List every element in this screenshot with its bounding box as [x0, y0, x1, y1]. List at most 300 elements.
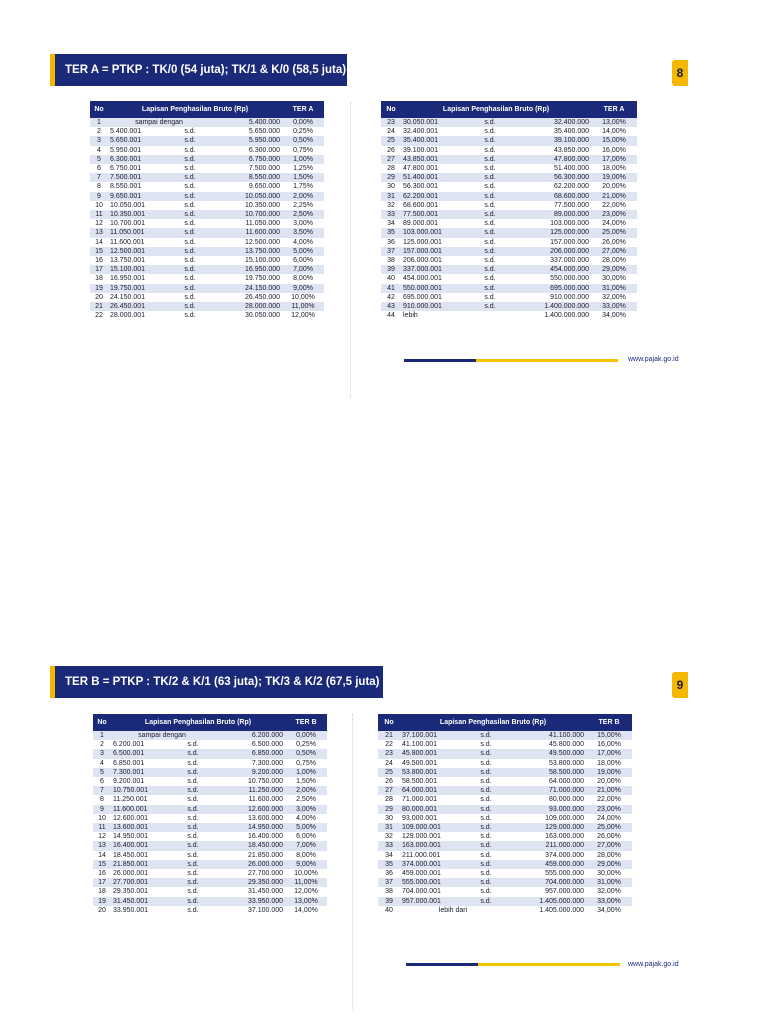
range-separator: s.d. — [466, 814, 506, 823]
range-from: 15.100.001 — [108, 265, 170, 274]
range-separator: s.d. — [170, 164, 210, 173]
range-separator: s.d. — [173, 869, 213, 878]
range-to: 211.000.000 — [506, 841, 586, 850]
row-number: 16 — [90, 256, 108, 265]
range-separator: s.d. — [469, 127, 511, 136]
tax-rate: 1,25% — [282, 164, 324, 173]
row-number: 38 — [378, 887, 400, 896]
slide-ter-a — [0, 40, 768, 410]
tax-rate: 10,00% — [285, 869, 327, 878]
range-from: 206.000.001 — [401, 256, 469, 265]
tax-rate: 21,00% — [586, 786, 632, 795]
table-row — [381, 210, 637, 219]
range-from: 13.600.001 — [111, 823, 173, 832]
tax-rate: 11,00% — [285, 878, 327, 887]
tax-rate: 28,00% — [591, 256, 637, 265]
range-to: 39.100.000 — [511, 136, 591, 145]
table-header-row — [381, 101, 637, 118]
row-number: 14 — [90, 238, 108, 247]
row-number: 22 — [90, 311, 108, 320]
row-number: 28 — [378, 795, 400, 804]
tax-rate: 3,50% — [282, 228, 324, 237]
row-number: 19 — [90, 284, 108, 293]
range-to: 26.000.000 — [213, 860, 285, 869]
range-to: 7.300.000 — [213, 759, 285, 768]
table-row — [381, 173, 637, 182]
range-to: 93.000.000 — [506, 805, 586, 814]
range-to: 5.650.000 — [210, 127, 282, 136]
range-to: 11.600.000 — [213, 795, 285, 804]
range-separator: s.d. — [469, 146, 511, 155]
header-no: No — [93, 714, 111, 731]
range-from: 125.000.001 — [401, 238, 469, 247]
range-from: 31.450.001 — [111, 897, 173, 906]
range-to: 68.600.000 — [511, 192, 591, 201]
range-separator — [469, 311, 511, 320]
table-row — [90, 311, 324, 320]
range-from: 157.000.001 — [401, 247, 469, 256]
tax-rate: 0,50% — [285, 749, 327, 758]
table-row — [378, 832, 632, 841]
table-row — [90, 146, 324, 155]
tax-rate: 16,00% — [586, 740, 632, 749]
range-from: 10.750.001 — [111, 786, 173, 795]
range-to: 32.400.000 — [511, 118, 591, 127]
tax-rate: 24,00% — [591, 219, 637, 228]
range-separator: s.d. — [173, 768, 213, 777]
table-row — [378, 841, 632, 850]
tax-rate: 8,00% — [285, 851, 327, 860]
range-from: 6.200.001 — [111, 740, 173, 749]
range-to: 19.750.000 — [210, 274, 282, 283]
range-to: 11.600.000 — [210, 228, 282, 237]
tax-rate: 0,25% — [285, 740, 327, 749]
range-to: 10.750.000 — [213, 777, 285, 786]
range-from: 51.400.001 — [401, 173, 469, 182]
table-row — [378, 869, 632, 878]
range-text: sampai dengan — [108, 118, 210, 127]
range-from: 5.950.001 — [108, 146, 170, 155]
row-number: 11 — [93, 823, 111, 832]
range-separator: s.d. — [469, 302, 511, 311]
range-from: 12.600.001 — [111, 814, 173, 823]
tax-rate: 1,00% — [285, 768, 327, 777]
range-from: 45.800.001 — [400, 749, 466, 758]
tax-rate: 26,00% — [591, 238, 637, 247]
range-separator: s.d. — [170, 182, 210, 191]
range-separator: s.d. — [170, 228, 210, 237]
range-to: 1.405.000.000 — [506, 906, 586, 915]
range-from: 19.750.001 — [108, 284, 170, 293]
tax-rate: 3,00% — [285, 805, 327, 814]
table-row — [381, 247, 637, 256]
range-from: 454.000.001 — [401, 274, 469, 283]
tax-rate: 6,00% — [282, 256, 324, 265]
range-text: lebih dari — [400, 906, 506, 915]
row-number: 29 — [378, 805, 400, 814]
range-separator: s.d. — [170, 238, 210, 247]
row-number: 24 — [381, 127, 401, 136]
table-row — [93, 878, 327, 887]
range-separator: s.d. — [173, 887, 213, 896]
range-separator: s.d. — [170, 293, 210, 302]
table-row — [90, 127, 324, 136]
tax-rate: 0,50% — [282, 136, 324, 145]
range-from: 26.000.001 — [111, 869, 173, 878]
table-row — [93, 759, 327, 768]
table-row — [378, 823, 632, 832]
range-separator: s.d. — [170, 127, 210, 136]
range-separator: s.d. — [173, 851, 213, 860]
row-number: 28 — [381, 164, 401, 173]
row-number: 42 — [381, 293, 401, 302]
range-from: 7.300.001 — [111, 768, 173, 777]
range-separator: s.d. — [469, 192, 511, 201]
table-row — [381, 256, 637, 265]
range-from: 9.650.001 — [108, 192, 170, 201]
row-number: 20 — [93, 906, 111, 915]
range-from: 11.050.001 — [108, 228, 170, 237]
table-row — [381, 311, 637, 320]
row-number: 27 — [381, 155, 401, 164]
range-from: 129.000.001 — [400, 832, 466, 841]
range-from: 16.400.001 — [111, 841, 173, 850]
range-from: 555.000.001 — [400, 878, 466, 887]
range-separator: s.d. — [173, 814, 213, 823]
tax-rate: 1,75% — [282, 182, 324, 191]
row-number: 31 — [378, 823, 400, 832]
range-to: 58.500.000 — [506, 768, 586, 777]
tax-rate: 2,00% — [282, 192, 324, 201]
ter-b-table-right — [378, 714, 632, 915]
row-number: 18 — [90, 274, 108, 283]
table-row — [381, 219, 637, 228]
table-row — [381, 238, 637, 247]
range-separator: s.d. — [170, 136, 210, 145]
tax-rate: 33,00% — [591, 302, 637, 311]
tax-rate: 31,00% — [591, 284, 637, 293]
table-row — [381, 127, 637, 136]
range-from: 28.000.001 — [108, 311, 170, 320]
tax-rate: 7,00% — [282, 265, 324, 274]
range-separator: s.d. — [173, 795, 213, 804]
row-number: 32 — [378, 832, 400, 841]
range-separator: s.d. — [469, 274, 511, 283]
tax-rate: 29,00% — [591, 265, 637, 274]
tax-rate: 1,50% — [282, 173, 324, 182]
range-separator: s.d. — [469, 164, 511, 173]
range-separator: s.d. — [173, 860, 213, 869]
range-separator: s.d. — [466, 768, 506, 777]
tax-rate: 3,00% — [282, 219, 324, 228]
range-to: 695.000.000 — [511, 284, 591, 293]
row-number: 5 — [93, 768, 111, 777]
range-from: 459.000.001 — [400, 869, 466, 878]
tax-rate: 30,00% — [586, 869, 632, 878]
row-number: 8 — [93, 795, 111, 804]
row-number: 3 — [93, 749, 111, 758]
range-separator: s.d. — [466, 869, 506, 878]
row-number: 2 — [93, 740, 111, 749]
range-to: 33.950.000 — [213, 897, 285, 906]
range-from: 695.000.001 — [401, 293, 469, 302]
range-separator: s.d. — [173, 906, 213, 915]
range-to: 24.150.000 — [210, 284, 282, 293]
row-number: 29 — [381, 173, 401, 182]
range-from: 68.600.001 — [401, 201, 469, 210]
tax-rate: 31,00% — [586, 878, 632, 887]
table-row — [93, 851, 327, 860]
tax-rate: 11,00% — [282, 302, 324, 311]
slide-title: TER B = PTKP : TK/2 & K/1 (63 juta); TK/3 & K/2 (67,5 juta) — [50, 666, 383, 698]
table-row — [381, 274, 637, 283]
range-to: 21.850.000 — [213, 851, 285, 860]
range-from: 56.300.001 — [401, 182, 469, 191]
slide-title: TER A = PTKP : TK/0 (54 juta); TK/1 & K/0 (58,5 juta) — [50, 54, 347, 86]
tax-rate: 0,75% — [282, 146, 324, 155]
table-row — [93, 768, 327, 777]
range-to: 51.400.000 — [511, 164, 591, 173]
tax-rate: 15,00% — [591, 136, 637, 145]
footer-line-navy — [406, 963, 478, 966]
range-to: 53.800.000 — [506, 759, 586, 768]
range-separator: s.d. — [466, 897, 506, 906]
range-to: 64.000.000 — [506, 777, 586, 786]
tax-rate: 29,00% — [586, 860, 632, 869]
range-from: 89.000.001 — [401, 219, 469, 228]
column-divider — [350, 102, 351, 398]
row-number: 13 — [90, 228, 108, 237]
table-row — [378, 768, 632, 777]
range-to: 28.000.000 — [210, 302, 282, 311]
row-number: 39 — [378, 897, 400, 906]
table-row — [93, 887, 327, 896]
tax-rate: 17,00% — [591, 155, 637, 164]
range-from: 10.050.001 — [108, 201, 170, 210]
table-row — [381, 192, 637, 201]
table-row — [90, 238, 324, 247]
range-separator: s.d. — [469, 173, 511, 182]
header-rate: TER B — [586, 714, 632, 731]
footer-line-yellow — [478, 963, 620, 966]
range-from: 29.350.001 — [111, 887, 173, 896]
range-separator: s.d. — [466, 851, 506, 860]
range-separator: s.d. — [469, 293, 511, 302]
table-row — [381, 265, 637, 274]
range-to: 16.950.000 — [210, 265, 282, 274]
table-row — [93, 823, 327, 832]
tax-rate: 0,00% — [285, 731, 327, 740]
range-to: 29.350.000 — [213, 878, 285, 887]
table-row — [378, 795, 632, 804]
header-no: No — [381, 101, 401, 118]
table-row — [381, 302, 637, 311]
row-number: 21 — [90, 302, 108, 311]
range-from: 13.750.001 — [108, 256, 170, 265]
range-to: 454.000.000 — [511, 265, 591, 274]
ter-a-table-right — [381, 101, 637, 320]
tax-rate: 12,00% — [285, 887, 327, 896]
range-from: 910.000.001 — [401, 302, 469, 311]
tax-rate: 0,25% — [282, 127, 324, 136]
table-header-row — [378, 714, 632, 731]
range-to: 18.450.000 — [213, 841, 285, 850]
table-row — [93, 805, 327, 814]
row-number: 27 — [378, 786, 400, 795]
range-to: 45.800.000 — [506, 740, 586, 749]
slide-ter-b — [0, 652, 768, 1022]
range-to: 77.500.000 — [511, 201, 591, 210]
range-from: 30.050.001 — [401, 118, 469, 127]
range-separator: s.d. — [466, 805, 506, 814]
range-separator: s.d. — [469, 182, 511, 191]
tax-rate: 25,00% — [586, 823, 632, 832]
range-separator: s.d. — [469, 265, 511, 274]
range-separator: s.d. — [469, 247, 511, 256]
row-number: 4 — [90, 146, 108, 155]
range-to: 157.000.000 — [511, 238, 591, 247]
tax-rate: 5,00% — [285, 823, 327, 832]
range-separator: s.d. — [170, 173, 210, 182]
table-row — [90, 155, 324, 164]
range-separator: s.d. — [469, 136, 511, 145]
tax-rate: 2,25% — [282, 201, 324, 210]
tax-rate: 19,00% — [591, 173, 637, 182]
range-separator: s.d. — [170, 155, 210, 164]
tax-rate: 27,00% — [586, 841, 632, 850]
row-number: 32 — [381, 201, 401, 210]
tax-rate: 28,00% — [586, 851, 632, 860]
range-to: 550.000.000 — [511, 274, 591, 283]
table-row — [90, 293, 324, 302]
range-to: 10.350.000 — [210, 201, 282, 210]
row-number: 35 — [381, 228, 401, 237]
range-to: 15.100.000 — [210, 256, 282, 265]
range-from: 103.000.001 — [401, 228, 469, 237]
range-separator: s.d. — [469, 256, 511, 265]
tax-rate: 9,00% — [282, 284, 324, 293]
table-row — [93, 841, 327, 850]
range-from: 163.000.001 — [400, 841, 466, 850]
table-row — [93, 731, 327, 740]
tax-rate: 20,00% — [586, 777, 632, 786]
range-from: 11.600.001 — [111, 805, 173, 814]
range-to: 6.300.000 — [210, 146, 282, 155]
range-separator: s.d. — [173, 841, 213, 850]
row-number: 41 — [381, 284, 401, 293]
table-row — [90, 118, 324, 127]
table-header-row — [90, 101, 324, 118]
row-number: 6 — [90, 164, 108, 173]
range-to: 6.850.000 — [213, 749, 285, 758]
row-number: 25 — [378, 768, 400, 777]
tax-rate: 26,00% — [586, 832, 632, 841]
range-from: 26.450.001 — [108, 302, 170, 311]
row-number: 21 — [378, 731, 400, 740]
column-divider — [352, 714, 353, 1010]
range-to: 6.500.000 — [213, 740, 285, 749]
footer-url: www.pajak.go.id — [628, 961, 679, 968]
range-to: 41.100.000 — [506, 731, 586, 740]
range-to: 56.300.000 — [511, 173, 591, 182]
range-separator: s.d. — [469, 118, 511, 127]
range-from: 16.950.001 — [108, 274, 170, 283]
range-to: 13.600.000 — [213, 814, 285, 823]
row-number: 34 — [378, 851, 400, 860]
range-separator: s.d. — [173, 749, 213, 758]
range-separator: s.d. — [170, 274, 210, 283]
row-number: 16 — [93, 869, 111, 878]
range-to: 910.000.000 — [511, 293, 591, 302]
range-to: 80.000.000 — [506, 795, 586, 804]
header-rate: TER A — [591, 101, 637, 118]
range-from: 18.450.001 — [111, 851, 173, 860]
range-separator: s.d. — [466, 878, 506, 887]
table-row — [90, 164, 324, 173]
tax-rate: 34,00% — [591, 311, 637, 320]
range-to: 12.600.000 — [213, 805, 285, 814]
tax-rate: 2,50% — [282, 210, 324, 219]
range-from: 33.950.001 — [111, 906, 173, 915]
row-number: 9 — [93, 805, 111, 814]
range-separator: s.d. — [170, 311, 210, 320]
row-number: 7 — [90, 173, 108, 182]
range-from: 337.000.001 — [401, 265, 469, 274]
range-separator: s.d. — [466, 832, 506, 841]
range-to: 47.800.000 — [511, 155, 591, 164]
row-number: 24 — [378, 759, 400, 768]
tax-rate: 19,00% — [586, 768, 632, 777]
range-to: 27.700.000 — [213, 869, 285, 878]
tax-rate: 13,00% — [591, 118, 637, 127]
tax-rate: 18,00% — [586, 759, 632, 768]
range-separator: s.d. — [173, 878, 213, 887]
table-row — [90, 173, 324, 182]
row-number: 26 — [381, 146, 401, 155]
range-from: 374.000.001 — [400, 860, 466, 869]
range-from: 64.000.001 — [400, 786, 466, 795]
tax-rate: 8,00% — [282, 274, 324, 283]
table-row — [90, 192, 324, 201]
range-separator: s.d. — [466, 731, 506, 740]
range-to: 206.000.000 — [511, 247, 591, 256]
page-number-badge: 8 — [672, 60, 688, 86]
table-row — [381, 201, 637, 210]
range-from: 71.000.001 — [400, 795, 466, 804]
tax-rate: 2,50% — [285, 795, 327, 804]
range-from: 6.750.001 — [108, 164, 170, 173]
row-number: 17 — [93, 878, 111, 887]
table-row — [90, 182, 324, 191]
range-to: 35.400.000 — [511, 127, 591, 136]
range-from: 10.350.001 — [108, 210, 170, 219]
table-row — [93, 860, 327, 869]
range-from: 957.000.001 — [400, 897, 466, 906]
row-number: 1 — [90, 118, 108, 127]
range-from: 14.950.001 — [111, 832, 173, 841]
range-separator: s.d. — [173, 832, 213, 841]
row-number: 37 — [378, 878, 400, 887]
range-to: 1.400.000.000 — [511, 302, 591, 311]
table-row — [93, 740, 327, 749]
range-separator: s.d. — [466, 740, 506, 749]
table-row — [378, 851, 632, 860]
range-separator: s.d. — [469, 155, 511, 164]
row-number: 9 — [90, 192, 108, 201]
range-from: 35.400.001 — [401, 136, 469, 145]
range-to: 30.050.000 — [210, 311, 282, 320]
table-row — [378, 897, 632, 906]
